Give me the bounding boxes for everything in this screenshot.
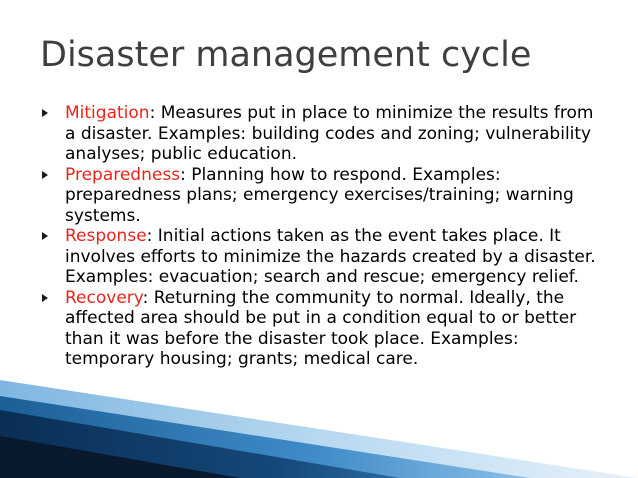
- triangle-bullet-icon: [42, 171, 48, 179]
- bullet-item-response: [38, 226, 606, 288]
- description-preparedness: : Planning how to respond. Examples: preparedness plans; emergency exercises/training; warning systems.: [65, 164, 574, 226]
- triangle-bullet-icon: [42, 294, 48, 302]
- term-response: Response: [65, 226, 147, 246]
- slide-title: Disaster management cycle: [40, 35, 532, 75]
- triangle-bullet-icon: [42, 109, 48, 117]
- term-recovery: Recovery: [65, 287, 143, 308]
- bullet-item-preparedness: [38, 165, 606, 227]
- bullet-item-mitigation: [38, 103, 606, 165]
- description-mitigation: : Measures put in place to minimize the results from a disaster. Examples: building codes and zoning; vulnerability analyses; public education.: [65, 103, 594, 164]
- description-recovery: : Returning the community to normal. Ideally, the affected area should be put in a condition equal to or better than it was before the disaster took place. Examples: temporary housing; grants; medical care.: [65, 287, 577, 369]
- term-preparedness: Preparedness: [65, 164, 181, 185]
- bullet-item-recovery: [38, 288, 606, 370]
- triangle-bullet-icon: [42, 232, 48, 240]
- term-mitigation: Mitigation: [65, 103, 150, 123]
- bullet-list: [38, 103, 606, 370]
- description-response: : Initial actions taken as the event takes place. It involves efforts to minimize the hazards created by a disaster. Examples: evacuation; search and rescue; emergency relief.: [65, 226, 596, 287]
